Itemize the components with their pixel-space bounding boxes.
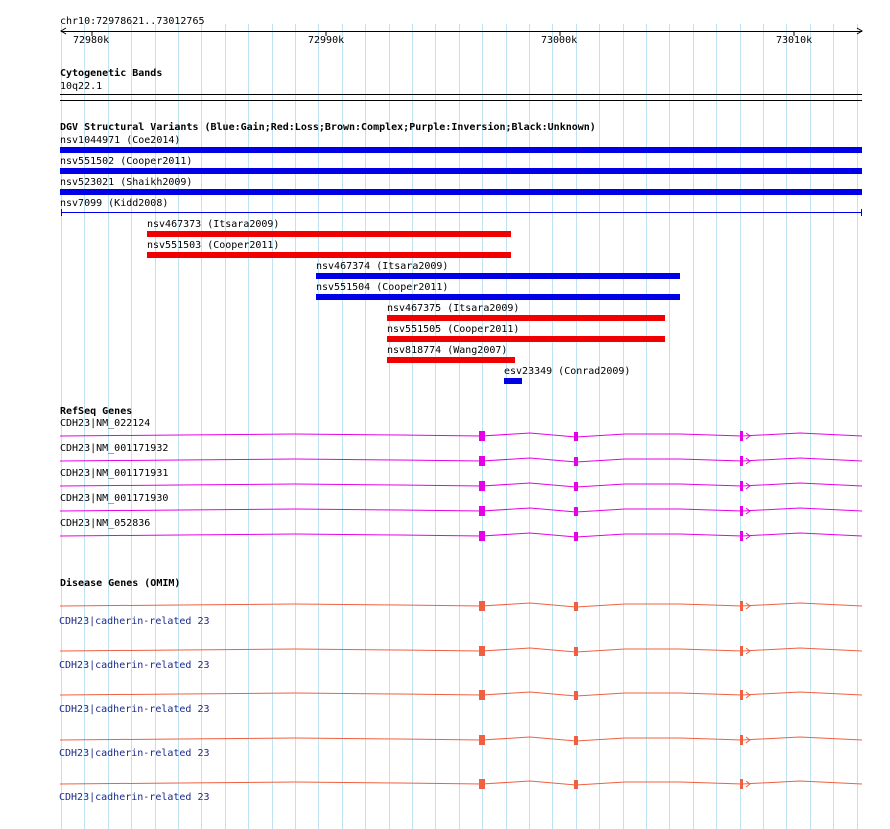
- omim-gene-label[interactable]: CDH23|cadherin-related 23: [59, 704, 210, 715]
- gene-exon: [479, 481, 485, 491]
- refseq-gene-label[interactable]: CDH23|NM_001171931: [60, 468, 169, 479]
- dgv-variant-label[interactable]: nsv551505 (Cooper2011): [387, 324, 520, 335]
- omim-gene-model[interactable]: [60, 779, 862, 789]
- gene-exon: [740, 735, 743, 745]
- dgv-variant-label[interactable]: nsv523021 (Shaikh2009): [60, 177, 193, 188]
- gene-exon: [740, 779, 743, 789]
- omim-gene-model[interactable]: [60, 646, 862, 656]
- gene-exon: [479, 431, 485, 441]
- omim-gene-label[interactable]: CDH23|cadherin-related 23: [59, 748, 210, 759]
- gene-exon: [574, 532, 578, 541]
- gene-exon: [740, 601, 743, 611]
- gene-exon: [574, 780, 578, 789]
- gene-exon: [479, 779, 485, 789]
- gene-exon: [740, 456, 743, 466]
- gene-exon: [740, 481, 743, 491]
- ruler-tick-label: 72980k: [73, 35, 110, 46]
- cytoband-label[interactable]: 10q22.1: [60, 81, 103, 92]
- dgv-variant-label[interactable]: nsv467374 (Itsara2009): [316, 261, 449, 272]
- omim-gene-label[interactable]: CDH23|cadherin-related 23: [59, 616, 210, 627]
- omim-gene-label[interactable]: CDH23|cadherin-related 23: [59, 792, 210, 803]
- gene-exon: [574, 736, 578, 745]
- gene-exon: [574, 457, 578, 466]
- refseq-gene-model[interactable]: [60, 531, 862, 541]
- refseq-track-title[interactable]: RefSeq Genes: [60, 406, 133, 417]
- gene-exon: [574, 482, 578, 491]
- dgv-variant-label[interactable]: nsv818774 (Wang2007): [387, 345, 508, 356]
- dgv-variant-label[interactable]: nsv1044971 (Coe2014): [60, 135, 181, 146]
- gene-exon: [479, 690, 485, 700]
- gene-exon: [574, 602, 578, 611]
- dgv-variant-label[interactable]: nsv7099 (Kidd2008): [60, 198, 169, 209]
- ruler-tick-label: 72990k: [308, 35, 345, 46]
- gene-exon: [479, 506, 485, 516]
- omim-gene-model[interactable]: [60, 601, 862, 611]
- dgv-variant-label[interactable]: nsv467373 (Itsara2009): [147, 219, 280, 230]
- gene-exon: [740, 506, 743, 516]
- refseq-gene-label[interactable]: CDH23|NM_001171932: [60, 443, 169, 454]
- gene-exon: [740, 431, 743, 441]
- gene-exon: [574, 691, 578, 700]
- ruler-location: chr10:72978621..73012765: [60, 16, 205, 27]
- dgv-variant-label[interactable]: nsv551504 (Cooper2011): [316, 282, 449, 293]
- gene-exon: [574, 432, 578, 441]
- gene-exon: [574, 647, 578, 656]
- gene-exon: [574, 507, 578, 516]
- refseq-gene-model[interactable]: [60, 431, 862, 441]
- omim-gene-model[interactable]: [60, 735, 862, 745]
- gene-exon: [740, 531, 743, 541]
- refseq-gene-model[interactable]: [60, 456, 862, 466]
- gene-exon: [479, 456, 485, 466]
- gene-exon: [479, 646, 485, 656]
- ruler-tick-label: 73000k: [541, 35, 578, 46]
- refseq-gene-model[interactable]: [60, 506, 862, 516]
- omim-gene-model[interactable]: [60, 690, 862, 700]
- gene-exon: [740, 646, 743, 656]
- dgv-variant-label[interactable]: nsv551502 (Cooper2011): [60, 156, 193, 167]
- dgv-variant-label[interactable]: nsv551503 (Cooper2011): [147, 240, 280, 251]
- omim-track-title[interactable]: Disease Genes (OMIM): [60, 578, 181, 589]
- ruler-tick-label: 73010k: [776, 35, 813, 46]
- gene-exon: [479, 735, 485, 745]
- refseq-gene-label[interactable]: CDH23|NM_022124: [60, 418, 151, 429]
- gene-exon: [479, 531, 485, 541]
- refseq-gene-label[interactable]: CDH23|NM_001171930: [60, 493, 169, 504]
- refseq-gene-model[interactable]: [60, 481, 862, 491]
- dgv-variant-label[interactable]: nsv467375 (Itsara2009): [387, 303, 520, 314]
- dgv-variant-label[interactable]: esv23349 (Conrad2009): [504, 366, 631, 377]
- gene-exon: [479, 601, 485, 611]
- cytoband-track-title[interactable]: Cytogenetic Bands: [60, 68, 163, 79]
- refseq-gene-label[interactable]: CDH23|NM_052836: [60, 518, 151, 529]
- omim-gene-label[interactable]: CDH23|cadherin-related 23: [59, 660, 210, 671]
- gene-exon: [740, 690, 743, 700]
- dgv-track-title[interactable]: DGV Structural Variants (Blue:Gain;Red:Loss;Brown:Complex;Purple:Inversion;Black:Unknown): [60, 122, 596, 133]
